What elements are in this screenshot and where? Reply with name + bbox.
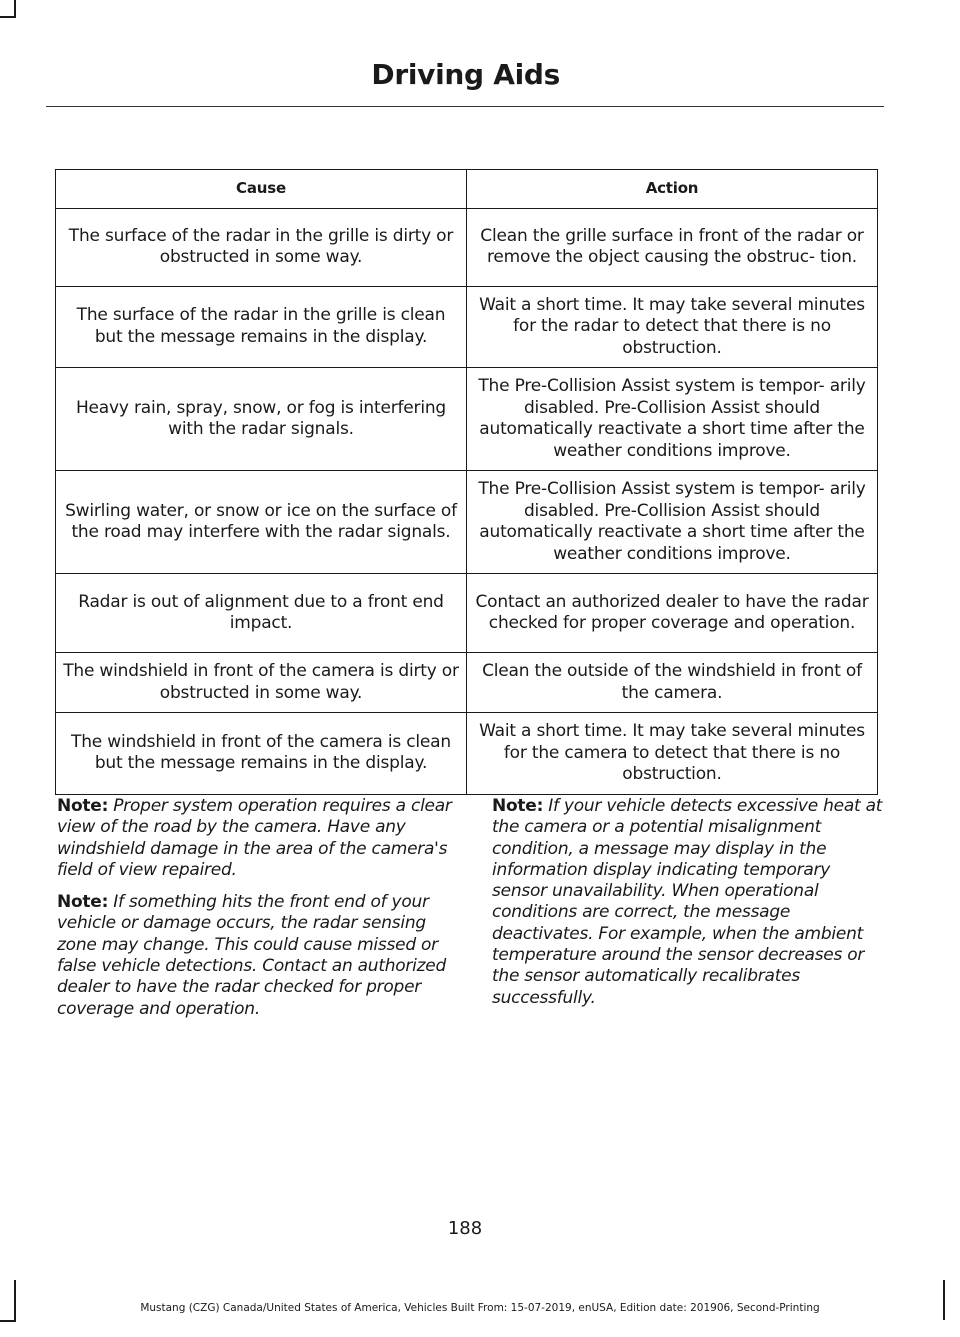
cause-cell: The surface of the radar in the grille is dirty or obstructed in some way. <box>56 208 467 286</box>
note-label: Note: <box>57 796 109 816</box>
note-label: Note: <box>57 892 109 913</box>
page-number: 188 <box>447 1218 483 1239</box>
note-excessive-heat <box>492 796 887 1009</box>
table-row <box>56 286 878 368</box>
notes-right-column <box>492 796 887 1031</box>
notes-left-column <box>57 796 452 1031</box>
notes-section <box>57 796 887 1031</box>
table-row <box>56 208 878 286</box>
crop-mark-top-left-h <box>0 16 16 18</box>
note-text: If something hits the front end of your vehicle or damage occurs, the radar sensing zone may change. This could cause missed or false vehicle detections. Contact an authorized dealer to have the radar checked for proper coverage and operation. <box>57 892 447 1019</box>
column-header-cause: Cause <box>56 170 467 209</box>
note-label: Note: <box>492 796 544 816</box>
cause-cell: The surface of the radar in the grille is clean but the message remains in the display. <box>56 286 467 368</box>
cause-cell: The windshield in front of the camera is dirty or obstructed in some way. <box>56 653 467 713</box>
action-cell: Wait a short time. It may take several minutes for the radar to detect that there is no obstruction. <box>467 286 878 368</box>
column-header-action: Action <box>467 170 878 209</box>
action-cell: The Pre-Collision Assist system is tempor- arily disabled. Pre-Collision Assist should automatically reactivate a short time after the weather conditions improve. <box>467 471 878 574</box>
action-cell: Clean the outside of the windshield in front of the camera. <box>467 653 878 713</box>
crop-mark-bottom-right <box>943 1280 945 1320</box>
crop-mark-bottom-left <box>14 1280 16 1320</box>
table-row <box>56 368 878 471</box>
cause-cell: The windshield in front of the camera is clean but the message remains in the display. <box>56 713 467 795</box>
footer-edition-info: Mustang (CZG) Canada/United States of America, Vehicles Built From: 15-07-2019, enUSA, Edition date: 201906, Second-Printing <box>140 1302 820 1314</box>
page-title: Driving Aids <box>371 58 560 91</box>
note-camera-view <box>57 796 452 881</box>
cause-cell: Swirling water, or snow or ice on the surface of the road may interfere with the radar signals. <box>56 471 467 574</box>
crop-mark-bottom-left-h <box>0 1320 16 1322</box>
action-cell: The Pre-Collision Assist system is tempor- arily disabled. Pre-Collision Assist should automatically reactivate a short time after the weather conditions improve. <box>467 368 878 471</box>
header-divider <box>46 106 884 107</box>
cause-cell: Heavy rain, spray, snow, or fog is interfering with the radar signals. <box>56 368 467 471</box>
table-row <box>56 574 878 653</box>
note-text: Proper system operation requires a clear view of the road by the camera. Have any windshield damage in the area of the camera's field of view repaired. <box>57 796 452 880</box>
table-row <box>56 471 878 574</box>
cause-action-table <box>55 169 878 795</box>
action-cell: Contact an authorized dealer to have the radar checked for proper coverage and operation. <box>467 574 878 653</box>
table-row <box>56 713 878 795</box>
action-cell: Wait a short time. It may take several minutes for the camera to detect that there is no obstruction. <box>467 713 878 795</box>
table-header-row <box>56 170 878 209</box>
table-row <box>56 653 878 713</box>
note-radar-damage <box>57 892 452 1020</box>
cause-cell: Radar is out of alignment due to a front end impact. <box>56 574 467 653</box>
action-cell: Clean the grille surface in front of the radar or remove the object causing the obstruc- tion. <box>467 208 878 286</box>
note-text: If your vehicle detects excessive heat at the camera or a potential misalignment condition, a message may display in the information display indicating temporary sensor unavailability. When operational conditions are correct, the message deactivates. For example, when the ambient temperature around the sensor decreases or the sensor automatically recalibrates successfully. <box>492 796 883 1008</box>
